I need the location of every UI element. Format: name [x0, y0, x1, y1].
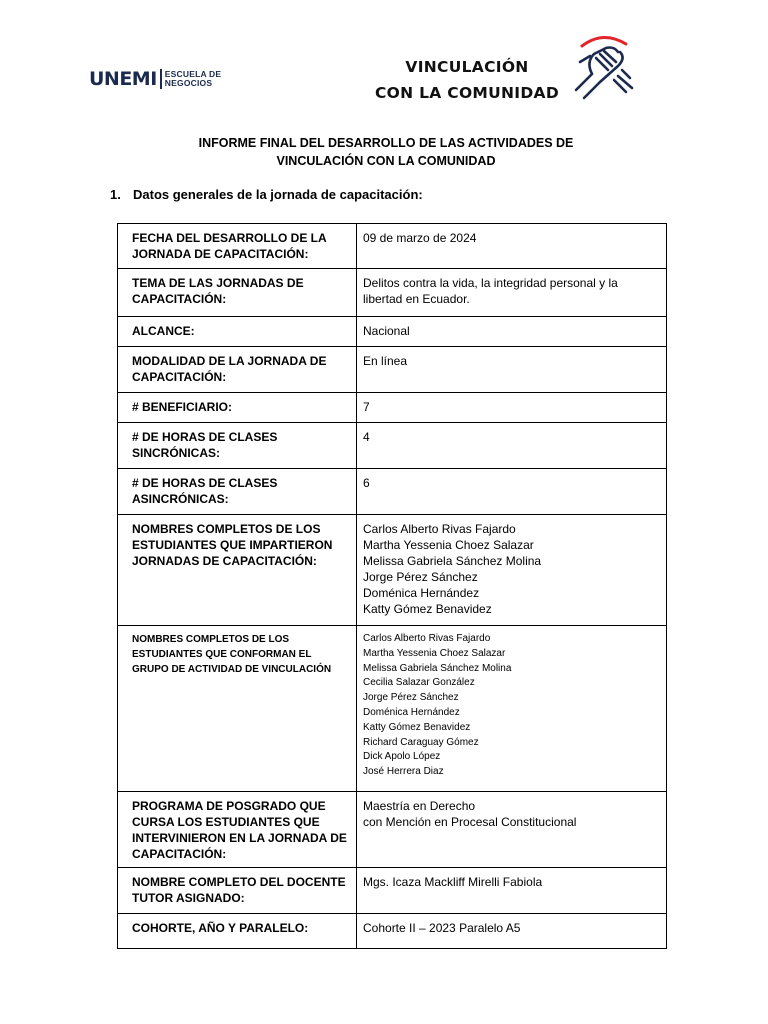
programa-line-1: Maestría en Derecho — [363, 799, 476, 813]
row-label: NOMBRE COMPLETO DEL DOCENTE TUTOR ASIGNADO: — [118, 868, 357, 914]
table-row — [118, 269, 667, 317]
table-row — [118, 469, 667, 515]
table-row — [118, 626, 667, 792]
vinculacion-header — [362, 54, 572, 106]
list-item: Melissa Gabriela Sánchez Molina — [363, 554, 542, 568]
row-value — [357, 792, 667, 868]
table-row — [118, 347, 667, 393]
general-data-table — [117, 223, 667, 949]
table-row — [118, 515, 667, 626]
brand-name: UNEMI — [89, 68, 157, 90]
row-value: Cohorte II – 2023 Paralelo A5 — [357, 914, 667, 949]
row-label: MODALIDAD DE LA JORNADA DE CAPACITACIÓN: — [118, 347, 357, 393]
row-label: ALCANCE: — [118, 317, 357, 347]
row-value: Mgs. Icaza Mackliff Mirelli Fabiola — [357, 868, 667, 914]
list-item: Katty Gómez Benavidez — [363, 721, 471, 733]
row-value: Nacional — [357, 317, 667, 347]
vinculacion-line-1: VINCULACIÓN — [405, 58, 529, 76]
document-title-line-2: VINCULACIÓN CON LA COMUNIDAD — [276, 154, 496, 168]
list-item: Doménica Hernández — [363, 586, 480, 600]
row-label: NOMBRES COMPLETOS DE LOS ESTUDIANTES QUE CONFORMAN EL GRUPO DE ACTIVIDAD DE VINCULACIÓN — [118, 626, 357, 792]
unemi-logo — [89, 68, 221, 90]
row-label: NOMBRES COMPLETOS DE LOS ESTUDIANTES QUE IMPARTIERON JORNADAS DE CAPACITACIÓN: — [118, 515, 357, 626]
list-item: Martha Yessenia Choez Salazar — [363, 647, 506, 659]
section-number: 1. — [110, 187, 121, 202]
grupo-names-list — [363, 632, 658, 780]
table-row — [118, 423, 667, 469]
list-item: Dick Apolo López — [363, 751, 441, 763]
row-value — [357, 515, 667, 626]
row-value: 4 — [357, 423, 667, 469]
handshake-icon — [570, 32, 636, 102]
programa-line-2: con Mención en Procesal Constitucional — [363, 815, 577, 829]
row-value: 09 de marzo de 2024 — [357, 224, 667, 269]
section-title: Datos generales de la jornada de capacitación: — [133, 187, 423, 202]
list-item: Doménica Hernández — [363, 706, 460, 718]
table-row — [118, 317, 667, 347]
row-label: # DE HORAS DE CLASES SINCRÓNICAS: — [118, 423, 357, 469]
list-item: Jorge Pérez Sánchez — [363, 692, 459, 704]
imparten-names-list — [363, 521, 658, 617]
row-label: # BENEFICIARIO: — [118, 393, 357, 423]
school-name — [165, 70, 221, 88]
list-item: Melissa Gabriela Sánchez Molina — [363, 662, 512, 674]
school-line-1: ESCUELA DE — [164, 69, 222, 79]
table-row — [118, 393, 667, 423]
list-item: Richard Caraguay Gómez — [363, 736, 479, 748]
list-item: Martha Yessenia Choez Salazar — [363, 538, 534, 552]
list-item: José Herrera Diaz — [363, 766, 444, 778]
row-value: 6 — [357, 469, 667, 515]
table-row — [118, 914, 667, 949]
table-row — [118, 792, 667, 868]
document-title — [160, 134, 612, 170]
row-value: 7 — [357, 393, 667, 423]
vinculacion-line-2: CON LA COMUNIDAD — [374, 84, 560, 102]
list-item: Carlos Alberto Rivas Fajardo — [363, 522, 516, 536]
list-item: Cecilia Salazar González — [363, 677, 475, 689]
row-value — [357, 626, 667, 792]
row-label: FECHA DEL DESARROLLO DE LA JORNADA DE CAPACITACIÓN: — [118, 224, 357, 269]
section-heading — [110, 187, 423, 202]
row-value: Delitos contra la vida, la integridad personal y la libertad en Ecuador. — [357, 269, 667, 317]
list-item: Carlos Alberto Rivas Fajardo — [363, 633, 491, 644]
document-title-line-1: INFORME FINAL DEL DESARROLLO DE LAS ACTIVIDADES DE — [198, 136, 574, 150]
list-item: Katty Gómez Benavidez — [363, 602, 492, 616]
row-label: COHORTE, AÑO Y PARALELO: — [118, 914, 357, 949]
row-label: TEMA DE LAS JORNADAS DE CAPACITACIÓN: — [118, 269, 357, 317]
row-label: # DE HORAS DE CLASES ASINCRÓNICAS: — [118, 469, 357, 515]
row-value: En línea — [357, 347, 667, 393]
list-item: Jorge Pérez Sánchez — [363, 570, 478, 584]
logo-divider — [160, 69, 162, 89]
school-line-2: NEGOCIOS — [164, 78, 213, 88]
table-row — [118, 224, 667, 269]
table-row — [118, 868, 667, 914]
row-label: PROGRAMA DE POSGRADO QUE CURSA LOS ESTUDIANTES QUE INTERVINIERON EN LA JORNADA DE CAPACITACIÓN: — [118, 792, 357, 868]
